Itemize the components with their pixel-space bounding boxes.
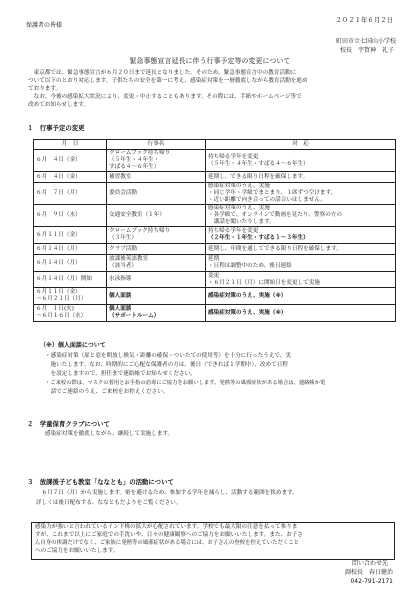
cell-action-line: （５年生・４年生・すばる４～６年生） [208, 160, 309, 167]
cell-event [107, 244, 206, 255]
cell-date-line: ６月１４日（月） [36, 245, 81, 252]
cell-date-line: ６月１１日（金） [36, 231, 81, 238]
cell-event-line: クロームブック持ち帰り [109, 228, 171, 234]
cell-date-line: ６月 ４日（金） [36, 173, 81, 180]
cell-date-line: ６月 １日(火) [36, 306, 74, 312]
intro-line-3: ております。 [28, 86, 62, 92]
section-3-line: 詳しくは後日配布する、ななともだよりをご覧ください。 [36, 500, 182, 506]
cell-date-line: ６月１４日（月） [36, 259, 81, 266]
cell-action-line: 講話を聞いたりします。 [208, 219, 275, 225]
cell-date [34, 205, 107, 227]
cell-event-line: （５年生・４年生・ [109, 157, 160, 163]
cell-action-line: 感染症対策のうえ、実施 [208, 205, 270, 211]
cell-event-line: 個人面談 [109, 306, 132, 312]
table-row [34, 227, 396, 244]
cell-event-line: （該当者） [109, 263, 137, 269]
cell-event-line: クラブ活動 [109, 245, 137, 252]
notice-box [31, 522, 395, 560]
contact-person: 副校長 春日健治 [344, 569, 393, 576]
cell-date [34, 255, 107, 272]
cell-action-line: 延期し、年間を通してできる限り日程を確保します。 [208, 245, 342, 252]
note-line: 話でご連絡のうえ、ご来校をお控えください。 [45, 389, 169, 395]
cell-action-line: ・日程は調整中のため、後日連絡 [208, 263, 292, 269]
cell-date-line: ６月 ９日（水） [36, 212, 81, 218]
cell-event-line: （３年生） [109, 235, 137, 241]
cell-event [107, 205, 206, 227]
header-event: 行事名 [107, 140, 206, 150]
principal-name: 校長 宇賀神 礼子 [339, 47, 394, 54]
table-row [34, 255, 396, 272]
cell-action-line: ・近い距離で向き合っての話合いはしません。 [208, 197, 326, 203]
cell-action [206, 227, 396, 244]
table-row [34, 205, 396, 227]
cell-event [107, 150, 206, 172]
note-heading: （※）個人面談について [40, 342, 106, 349]
cell-action [206, 183, 396, 205]
notice-line: すが、これまで以上にご家庭での手洗いや、日々の健康観察へのご協力をお願いいたします。また、お子さ [35, 532, 303, 538]
cell-action [206, 272, 396, 288]
cell-date [34, 183, 107, 205]
section-3-line: ６月７日（月）から実施します。密を避けるため、参加する学年を減らし、活動する範囲を狭めます。 [36, 490, 298, 496]
intro-line-4: なお、今後の感染拡大状況により、変更・中止することもあります。その際には、手紙やホームページ等で [28, 94, 302, 100]
cell-action-line: ・各学級で、オンラインで動画を見たり、警察の方の [208, 212, 342, 218]
header-date: 月 日 [34, 140, 107, 150]
notice-line: ん自身の体調だけでなく、ご家族に発熱等の風邪症状がある場合には、お子さんの登校を控えていただくこと [35, 540, 300, 546]
cell-action-line: 感染症対策のうえ、実施（※） [208, 309, 287, 316]
cell-date [34, 227, 107, 244]
contact-phone: 042-791-2171 [350, 578, 393, 585]
cell-action [206, 150, 396, 172]
intro-line-1: 東京都では、緊急事態宣言が６月２０日まで延長となりました。そのため、緊急事態宣言中の教育活動に [28, 70, 297, 76]
cell-event [107, 288, 206, 305]
note-line: を設定しますので、担任まで連絡帳でお知らせください。 [45, 371, 196, 377]
table-header-row [34, 140, 396, 150]
cell-action-line: 感染症対策のうえ、実施（※） [208, 292, 287, 299]
cell-event [107, 255, 206, 272]
section-1-heading: １ 行事予定の変更 [27, 124, 85, 132]
cell-action [206, 205, 396, 227]
cell-action-line: 変更 [208, 272, 220, 279]
cell-date [34, 272, 107, 288]
cell-event [107, 272, 206, 288]
note-line: 施いたします。なお、時期的にご心配な保護者の方は、後日（できれば１学期中）、改めて日程 [45, 362, 288, 368]
cell-date-line: ６月 ４日（金） [36, 157, 81, 163]
intro-line-5: 改めてお知らせします。 [28, 102, 89, 108]
cell-date-line: ６月 ７日（月） [36, 190, 81, 196]
cell-event-line: 個人面談 [109, 292, 132, 299]
cell-event-line: クロームブック持ち帰り [109, 150, 171, 156]
cell-action-line: 感染症対策のうえ、実施 [208, 183, 270, 189]
notice-line: へのご協力をお願いいたします。 [35, 548, 119, 554]
cell-event-line: 交通安全教室（１年） [109, 212, 165, 218]
school-name: 町田市立七国山小学校 [335, 38, 396, 45]
cell-event-line: （サポートルーム） [109, 313, 160, 319]
cell-date [34, 172, 107, 183]
cell-date-line: ～６月２１日（月） [36, 296, 87, 302]
section-3-heading: ３ 放課後子ども教室「ななとも」の活動について [27, 478, 174, 486]
note-line: ・ご来校の際は、マスクの着用とお手指の消毒にご協力をお願いします。発熱等の風邪症状がある場合は、連絡帳か電 [45, 380, 326, 386]
cell-action-line: ・同じ学年・学級でまとまり、１席ずつ空けます。 [208, 190, 337, 196]
cell-event-line: 補習教室 [109, 173, 132, 180]
cell-action [206, 255, 396, 272]
note-line: ・感染症対策（扉と窓を開放し換気・距離の確保・ついたての使用等）を十分に行ったうえで、実 [45, 353, 292, 359]
cell-event [107, 227, 206, 244]
cell-event [107, 305, 206, 322]
table-row [34, 150, 396, 172]
cell-date-line: ６月１４日（月）開始 [36, 276, 92, 282]
schedule-table [33, 139, 396, 322]
header-action: 対 応 [206, 140, 396, 150]
cell-event-line: 放課後英語教室 [109, 256, 149, 262]
cell-action [206, 172, 396, 183]
cell-date [34, 305, 107, 322]
notice-line: 感染力が強いと言われているインド株の拡大が心配されています。学校でも最大限の注意を払って参りま [35, 524, 298, 530]
document-title: 緊急事態宣言延長に伴う行事予定等の変更について [129, 57, 291, 65]
cell-action-line: 延期し、できる限り日程を確保します。 [208, 173, 309, 180]
cell-date [34, 244, 107, 255]
cell-action-line: （２年生・１年生・すばる１～３年生） [208, 235, 309, 241]
cell-event [107, 172, 206, 183]
cell-event [107, 183, 206, 205]
table-row [34, 288, 396, 305]
cell-action-line: 持ち帰る学年を変更 [208, 153, 259, 160]
cell-date [34, 288, 107, 305]
cell-action-line: 持ち帰る学年を変更 [208, 228, 259, 234]
table-row [34, 183, 396, 205]
cell-action-line: ・６月２１日（月）に開始日を変更して実施 [208, 279, 320, 286]
cell-event-line: 水泳指導 [109, 276, 132, 282]
addressee: 保護者の皆様 [26, 22, 63, 29]
cell-action [206, 305, 396, 322]
section-2-body: 感染症対策を徹底しながら、継続して実施します。 [45, 431, 174, 437]
intro-line-2: ついて以下のとおり対応します。子供たちの安全を第一に考え、感染症対策を一層徹底しながら教育活動を進め [28, 78, 308, 84]
table-row [34, 244, 396, 255]
cell-action [206, 288, 396, 305]
cell-action-line: 延期 [208, 256, 220, 262]
table-row [34, 172, 396, 183]
contact-label: 問い合わせ先 [351, 560, 388, 567]
cell-date-line: ～６月１６日（水） [36, 313, 87, 319]
cell-event-line: 委員会活動 [109, 190, 137, 196]
issue-date: ２０２１年６月２日 [335, 16, 393, 24]
section-2-heading: ２ 学童保育クラブについて [27, 420, 110, 428]
table-row [34, 305, 396, 322]
cell-date [34, 150, 107, 172]
cell-action [206, 244, 396, 255]
cell-date-line: ６月１１日（金） [36, 289, 81, 295]
table-row [34, 272, 396, 288]
cell-event-line: すばる４～６年生） [109, 164, 160, 170]
